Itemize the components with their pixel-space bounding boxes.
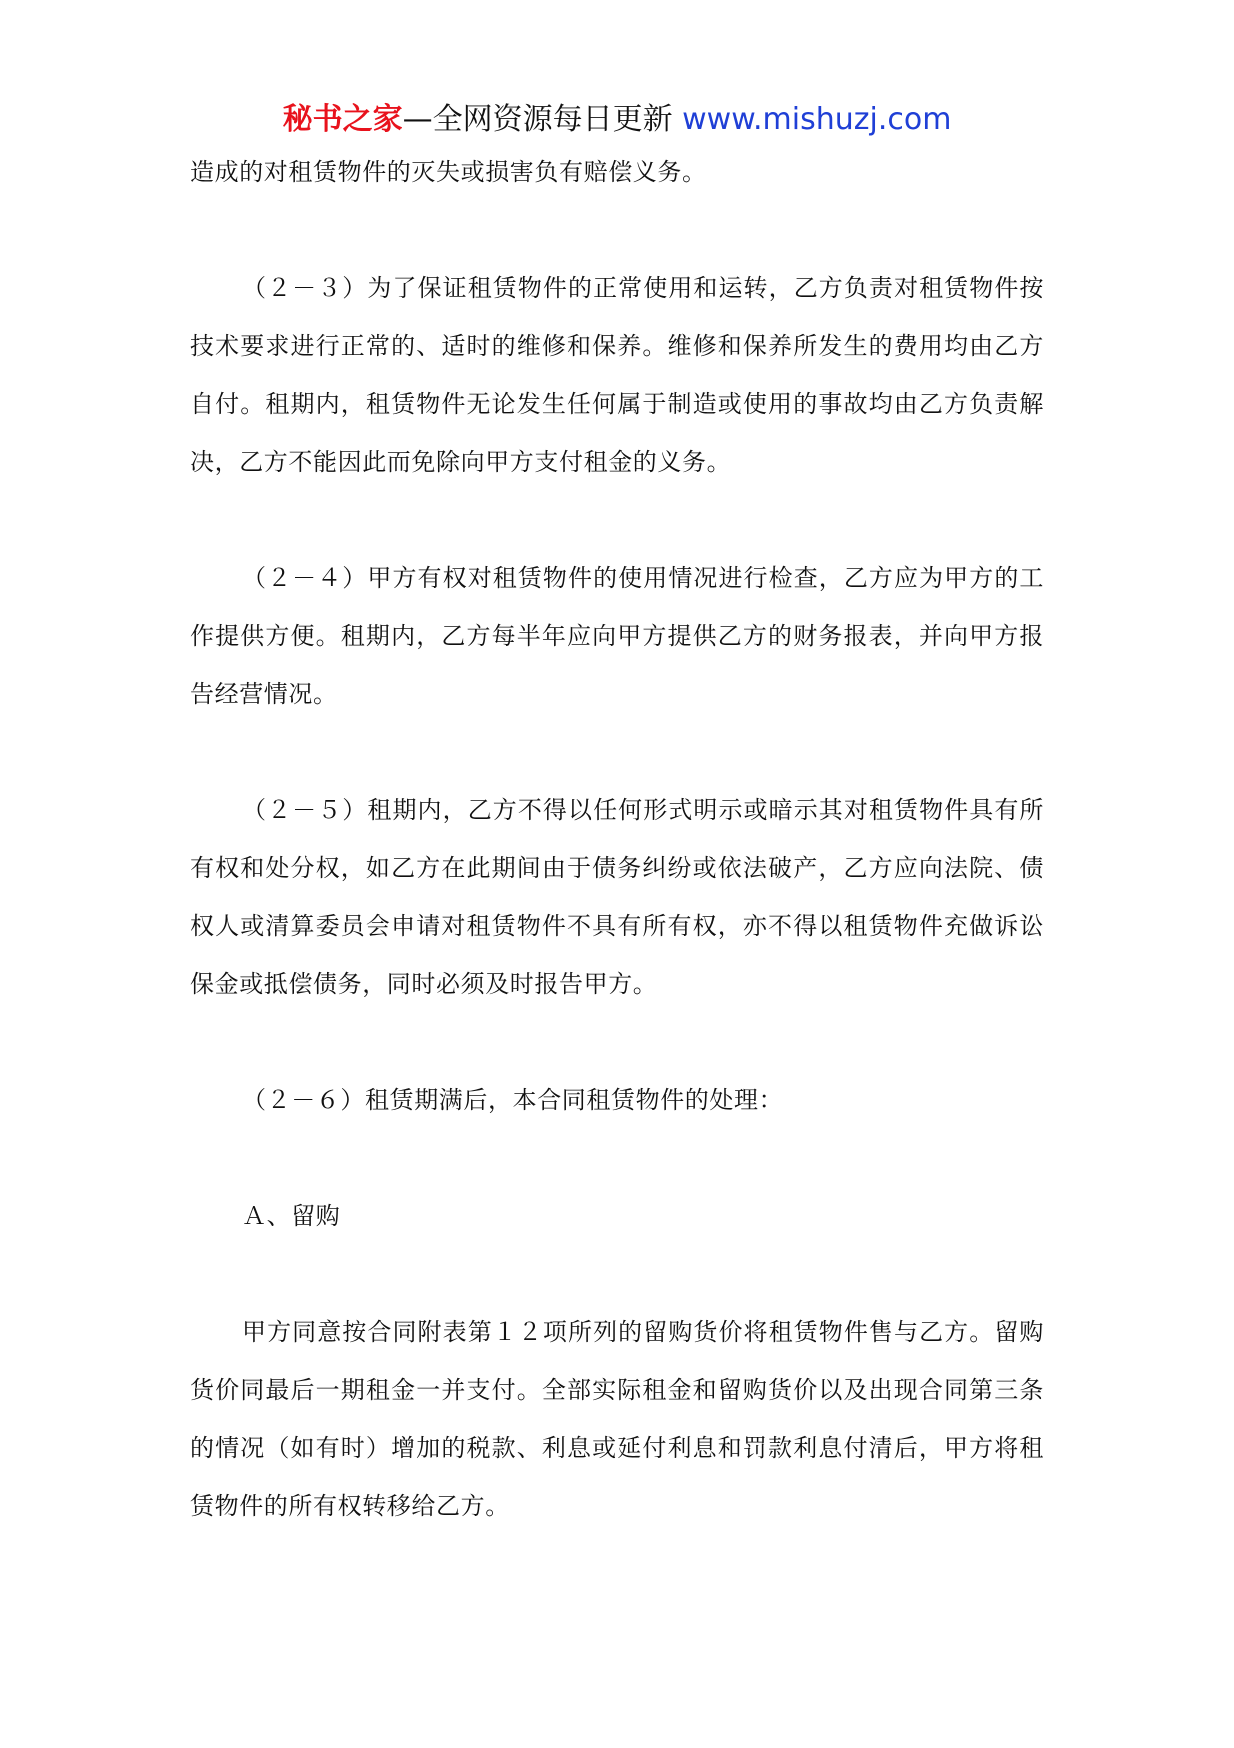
watermark-header <box>0 100 1234 140</box>
clause-2-3: （２－３）为了保证租赁物件的正常使用和运转，乙方负责对租赁物件按技术要求进行正常的、适时的维修和保养。维修和保养所发生的费用均由乙方自付。租期内，租赁物件无论发生任何属于制造或使用的事故均由乙方负责解决，乙方不能因此而免除向甲方支付租金的义务。 <box>190 274 1044 476</box>
clause-heading-a: Ａ、留购 <box>242 1202 341 1230</box>
brand-name: 秘书之家 <box>282 102 403 137</box>
site-url-link[interactable]: www.mishuzj.com <box>682 102 952 137</box>
document-body <box>190 143 1044 1535</box>
clause-2-5: （２－５）租期内，乙方不得以任何形式明示或暗示其对租赁物件具有所有权和处分权，如乙方在此期间由于债务纠纷或依法破产，乙方应向法院、债权人或清算委员会申请对租赁物件不具有所有权，亦不得以租赁物件充做诉讼保金或抵偿债务，同时必须及时报告甲方。 <box>190 796 1044 998</box>
clause-2-4: （２－４）甲方有权对租赁物件的使用情况进行检查，乙方应为甲方的工作提供方便。租期内，乙方每半年应向甲方提供乙方的财务报表，并向甲方报告经营情况。 <box>190 564 1044 708</box>
clause-a-body: 甲方同意按合同附表第１２项所列的留购货价将租赁物件售与乙方。留购货价同最后一期租金一并支付。全部实际租金和留购货价以及出现合同第三条的情况（如有时）增加的税款、利息或延付利息和罚款利息付清后，甲方将租赁物件的所有权转移给乙方。 <box>190 1318 1044 1520</box>
clause-2-6: （２－６）租赁期满后，本合同租赁物件的处理： <box>242 1086 784 1114</box>
header-tagline: —全网资源每日更新 <box>402 102 673 137</box>
paragraph-continuation: 造成的对租赁物件的灭失或损害负有赔偿义务。 <box>190 158 707 186</box>
